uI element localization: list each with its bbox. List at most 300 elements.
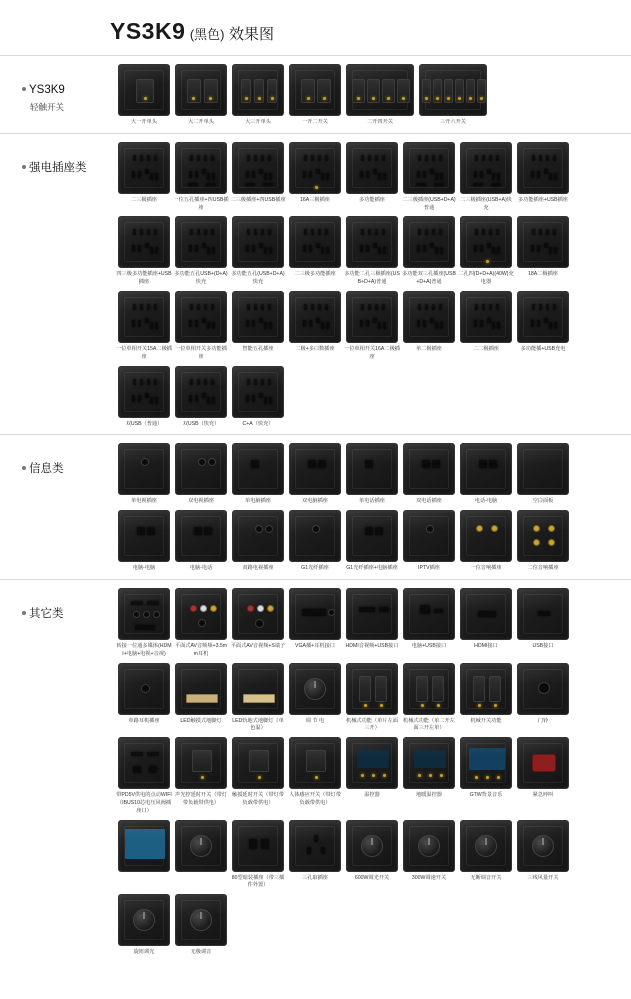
product-caption: 电脑-电脑	[132, 565, 156, 572]
product-faceplate	[460, 820, 512, 872]
product-item[interactable]	[232, 291, 284, 362]
product-faceplate	[175, 291, 227, 343]
product-caption: 地暖温控器	[416, 792, 442, 799]
product-faceplate	[118, 216, 170, 268]
product-faceplate	[517, 142, 569, 194]
plate-bezel	[409, 222, 449, 262]
section-others	[0, 579, 631, 963]
product-faceplate	[346, 64, 414, 116]
section-title: 其它类	[29, 607, 64, 620]
product-faceplate	[118, 510, 170, 562]
plate-bezel	[295, 297, 335, 337]
product-grid	[118, 142, 623, 429]
product-item[interactable]	[232, 216, 284, 287]
plate-bezel	[466, 222, 506, 262]
product-item[interactable]	[517, 443, 569, 506]
product-item[interactable]	[118, 443, 170, 506]
product-caption: 机械式功能（单片左面三开）	[346, 717, 398, 732]
product-caption: 双电话插座	[416, 498, 442, 505]
product-item[interactable]	[403, 216, 455, 287]
product-faceplate	[403, 443, 455, 495]
product-item[interactable]	[346, 663, 398, 734]
product-caption: 双USB（普通）	[125, 420, 163, 427]
product-item[interactable]	[419, 64, 487, 127]
plate-bezel	[181, 516, 221, 556]
product-faceplate	[232, 142, 284, 194]
product-faceplate	[232, 366, 284, 418]
product-caption: 单路耳机插座	[128, 717, 160, 724]
product-faceplate	[403, 737, 455, 789]
plate-bezel	[181, 372, 221, 412]
product-caption: 单电脑插座	[245, 498, 271, 505]
product-caption: 电话-电脑	[474, 498, 498, 505]
product-item[interactable]	[346, 64, 414, 127]
product-caption: 无断调音开关	[470, 874, 502, 881]
plate-bezel	[124, 222, 164, 262]
product-item[interactable]	[460, 588, 512, 659]
product-caption: 三开六开关	[440, 119, 466, 125]
product-caption: 双电视插座	[188, 498, 214, 505]
product-item[interactable]	[460, 443, 512, 506]
product-faceplate	[232, 443, 284, 495]
product-caption: 门铃	[537, 717, 549, 724]
plate-bezel	[124, 743, 164, 783]
page-title: YS3K9	[110, 18, 186, 44]
product-caption: G1光纤插座+电脑插座	[346, 565, 398, 572]
product-caption: 多功能插+USB充电	[520, 345, 566, 352]
product-faceplate	[460, 663, 512, 715]
product-faceplate	[460, 443, 512, 495]
product-item[interactable]	[118, 142, 170, 213]
product-item[interactable]	[517, 216, 569, 287]
product-item[interactable]	[289, 142, 341, 213]
plate-bezel	[238, 148, 278, 188]
product-faceplate	[118, 64, 170, 116]
plate-bezel	[409, 594, 449, 634]
product-faceplate	[460, 216, 512, 268]
product-item[interactable]	[175, 64, 227, 127]
product-caption: 大三开单头	[245, 119, 271, 125]
sections-root	[0, 56, 631, 963]
product-faceplate	[346, 510, 398, 562]
section-title: 强电插座类	[29, 161, 87, 174]
product-item[interactable]	[460, 820, 512, 891]
product-faceplate	[175, 510, 227, 562]
product-faceplate	[175, 894, 227, 946]
plate-bezel	[523, 222, 563, 262]
product-faceplate	[419, 64, 487, 116]
product-item[interactable]	[517, 291, 569, 362]
product-faceplate	[232, 820, 284, 872]
product-caption: 一位单相开关15A二极插座	[116, 345, 172, 360]
product-caption: GTW背景音乐	[469, 792, 503, 799]
product-faceplate	[232, 737, 284, 789]
product-faceplate	[289, 737, 341, 789]
product-item[interactable]	[346, 820, 398, 891]
product-faceplate	[289, 443, 341, 495]
product-grid	[118, 443, 623, 573]
product-item[interactable]	[517, 820, 569, 891]
product-faceplate	[175, 142, 227, 194]
product-faceplate	[517, 216, 569, 268]
product-item[interactable]	[346, 291, 398, 362]
product-caption: 双USB（快充）	[182, 420, 220, 427]
product-item[interactable]	[460, 663, 512, 734]
product-caption: 平面式AV音视频+S端子	[230, 642, 286, 649]
product-caption: 单电视插座	[131, 498, 157, 505]
product-item[interactable]	[232, 142, 284, 213]
product-caption: G1光纤插座	[301, 565, 329, 572]
plate-bezel	[466, 449, 506, 489]
product-caption: 四三极多功能插座+USB插座	[116, 271, 172, 286]
plate-bezel	[352, 449, 392, 489]
section-subtitle: 轻触开关	[30, 102, 65, 113]
product-item[interactable]	[118, 820, 170, 891]
product-item[interactable]	[232, 663, 284, 734]
plate-bezel	[238, 594, 278, 634]
section-label-info	[22, 461, 118, 478]
product-faceplate	[403, 510, 455, 562]
product-faceplate	[232, 216, 284, 268]
product-faceplate	[517, 588, 569, 640]
product-faceplate	[517, 510, 569, 562]
product-caption: 人体感应开关（带灯带负载带供电）	[289, 792, 341, 806]
plate-bezel	[238, 669, 278, 709]
bullet-icon	[22, 611, 26, 615]
product-item[interactable]	[289, 510, 341, 573]
product-caption: 机械开关功能	[470, 717, 502, 724]
product-caption: 调 节 电	[305, 717, 325, 724]
product-caption: 二二极插座	[473, 345, 499, 352]
product-faceplate	[175, 588, 227, 640]
product-caption: 一位单相开关16A二极插座	[344, 345, 400, 360]
product-faceplate	[517, 663, 569, 715]
product-item[interactable]	[403, 142, 455, 213]
plate-bezel	[238, 449, 278, 489]
page-title-color: (黑色)	[189, 27, 225, 42]
product-caption: 触摸延时开关（带灯带负载带供电）	[232, 792, 284, 806]
product-item[interactable]	[460, 291, 512, 362]
product-faceplate	[460, 142, 512, 194]
product-item[interactable]	[517, 142, 569, 213]
product-faceplate	[460, 588, 512, 640]
product-caption: 多功能二孔三极插座(USB+D+A)普通	[344, 271, 400, 286]
product-item[interactable]	[175, 366, 227, 429]
product-caption: LED轨地式地脚灯（单色温）	[232, 717, 284, 732]
product-caption: 16A三极插座	[300, 196, 330, 203]
plate-bezel	[352, 148, 392, 188]
product-faceplate	[346, 737, 398, 789]
product-item[interactable]	[517, 588, 569, 659]
product-caption: USB接口	[532, 642, 554, 649]
product-caption: 温控器	[364, 792, 380, 799]
plate-bezel	[295, 516, 335, 556]
product-faceplate	[403, 142, 455, 194]
product-caption: 电脑-电话	[189, 565, 213, 572]
product-caption: 二极+多口数插座	[295, 345, 335, 352]
product-caption: 机械式功能（单二开左面三开左单）	[403, 717, 455, 732]
section-title: 信息类	[29, 463, 64, 476]
plate-bezel	[124, 148, 164, 188]
plate-bezel	[523, 148, 563, 188]
section-label-others	[22, 606, 118, 623]
product-faceplate	[289, 663, 341, 715]
product-faceplate	[403, 291, 455, 343]
product-faceplate	[517, 820, 569, 872]
product-item[interactable]	[403, 588, 455, 659]
product-faceplate	[403, 588, 455, 640]
product-faceplate	[118, 366, 170, 418]
product-item[interactable]	[118, 291, 170, 362]
product-item[interactable]	[175, 510, 227, 573]
product-caption: HDMI接口	[474, 642, 498, 649]
product-item[interactable]	[289, 737, 341, 815]
product-caption: 二孔四(D+D+A)(40W)充电器	[458, 271, 514, 286]
product-caption: LED触摸式地脚灯	[180, 717, 222, 724]
product-faceplate	[118, 894, 170, 946]
product-item[interactable]	[118, 366, 170, 429]
product-faceplate	[118, 588, 170, 640]
plate-bezel	[181, 669, 221, 709]
plate-bezel	[238, 826, 278, 866]
product-caption: 300W调速开关	[411, 874, 447, 881]
product-item[interactable]	[232, 510, 284, 573]
product-caption: 多功能五孔(USB+D+A)快充	[231, 271, 285, 286]
product-faceplate	[403, 216, 455, 268]
plate-bezel	[523, 297, 563, 337]
product-item[interactable]	[460, 510, 512, 573]
product-item[interactable]	[118, 663, 170, 734]
plate-bezel	[295, 148, 335, 188]
product-caption: 单二极插座	[416, 345, 442, 352]
product-faceplate	[289, 64, 341, 116]
product-caption: 600W调光开关	[354, 874, 390, 881]
product-faceplate	[175, 820, 227, 872]
product-item[interactable]	[346, 216, 398, 287]
plate-bezel	[352, 594, 392, 634]
plate-bezel	[466, 297, 506, 337]
product-item[interactable]	[517, 663, 569, 734]
product-faceplate	[118, 443, 170, 495]
product-faceplate	[175, 443, 227, 495]
product-item[interactable]	[346, 588, 398, 659]
product-faceplate	[346, 216, 398, 268]
plate-bezel	[409, 449, 449, 489]
plate-bezel	[295, 449, 335, 489]
product-faceplate	[346, 142, 398, 194]
product-faceplate	[118, 142, 170, 194]
product-item[interactable]	[175, 216, 227, 287]
section-info	[0, 434, 631, 579]
product-faceplate	[118, 737, 170, 789]
plate-bezel	[181, 449, 221, 489]
product-item[interactable]	[289, 291, 341, 362]
product-faceplate	[289, 510, 341, 562]
product-caption: 转接一位通多媒体(HDMI+电脑+电视+音视)	[116, 642, 172, 657]
product-item[interactable]	[175, 894, 227, 957]
product-item[interactable]	[346, 737, 398, 815]
product-item[interactable]	[175, 820, 227, 891]
product-item[interactable]	[403, 291, 455, 362]
product-item[interactable]	[289, 588, 341, 659]
product-faceplate	[517, 737, 569, 789]
product-item[interactable]	[346, 443, 398, 506]
plate-bezel	[523, 449, 563, 489]
plate-bezel	[295, 222, 335, 262]
product-faceplate	[289, 820, 341, 872]
bullet-icon	[22, 87, 26, 91]
plate-bezel	[238, 516, 278, 556]
plate-bezel	[295, 826, 335, 866]
product-item[interactable]	[460, 216, 512, 287]
product-item[interactable]	[232, 366, 284, 429]
product-item[interactable]	[403, 443, 455, 506]
product-caption: 一位音响插座	[470, 565, 502, 572]
product-item[interactable]	[403, 663, 455, 734]
product-caption: 二位音响插座	[527, 565, 559, 572]
plate-bezel	[124, 372, 164, 412]
product-faceplate	[460, 291, 512, 343]
plate-bezel	[181, 297, 221, 337]
plate-bezel	[238, 372, 278, 412]
product-faceplate	[232, 588, 284, 640]
product-caption: 智能五孔插座	[242, 345, 274, 352]
product-grid	[118, 588, 623, 957]
product-item[interactable]	[175, 663, 227, 734]
product-faceplate	[118, 820, 170, 872]
product-faceplate	[289, 142, 341, 194]
product-faceplate	[175, 64, 227, 116]
bullet-icon	[22, 165, 26, 169]
product-caption: 大一开单头	[131, 119, 157, 125]
product-faceplate	[232, 510, 284, 562]
plate-bezel	[352, 516, 392, 556]
product-item[interactable]	[346, 142, 398, 213]
product-item[interactable]	[403, 820, 455, 891]
product-item[interactable]	[175, 588, 227, 659]
section-switches	[0, 56, 631, 133]
product-caption: 二三极插座(USB+D+A)普通	[402, 196, 456, 211]
product-faceplate	[403, 820, 455, 872]
product-caption: 二三极多功能插座	[294, 271, 336, 278]
product-caption: 电脑+USB接口	[411, 642, 447, 649]
product-item[interactable]	[118, 64, 170, 127]
product-caption: 大二开单头	[188, 119, 214, 125]
product-faceplate	[175, 216, 227, 268]
product-item[interactable]	[289, 820, 341, 891]
product-faceplate	[175, 366, 227, 418]
product-caption: 二三极插座	[131, 196, 157, 203]
product-caption: 紧急呼叫	[532, 792, 554, 799]
product-item[interactable]	[289, 64, 341, 127]
product-caption: 多功能双三孔插座(USB+D+A)普通	[402, 271, 456, 286]
product-item[interactable]	[517, 510, 569, 573]
product-faceplate	[289, 291, 341, 343]
product-faceplate	[517, 443, 569, 495]
product-item[interactable]	[403, 510, 455, 573]
plate-bezel	[466, 516, 506, 556]
product-faceplate	[403, 663, 455, 715]
product-caption: 二三极插座(USB+A)快充	[460, 196, 512, 211]
plate-bezel	[181, 148, 221, 188]
section-power-sockets	[0, 133, 631, 435]
product-faceplate	[346, 663, 398, 715]
product-faceplate	[175, 663, 227, 715]
product-item[interactable]	[289, 663, 341, 734]
product-item[interactable]	[175, 443, 227, 506]
plate-bezel	[352, 297, 392, 337]
product-item[interactable]	[517, 737, 569, 815]
product-item[interactable]	[403, 737, 455, 815]
product-item[interactable]	[175, 737, 227, 815]
product-faceplate	[118, 291, 170, 343]
product-item[interactable]	[232, 820, 284, 891]
product-caption: 平面式AV音频频+3.5mm耳机	[174, 642, 228, 657]
product-item[interactable]	[232, 737, 284, 815]
product-faceplate	[460, 510, 512, 562]
product-caption: HDMI音视频+USB接口	[345, 642, 399, 649]
plate-bezel	[409, 297, 449, 337]
product-faceplate	[232, 663, 284, 715]
plate-bezel	[409, 516, 449, 556]
product-faceplate	[517, 291, 569, 343]
section-label-switches	[22, 82, 118, 114]
product-caption: VGA插+耳机接口	[295, 642, 335, 649]
product-faceplate	[232, 291, 284, 343]
product-item[interactable]	[118, 737, 170, 815]
product-item[interactable]	[346, 510, 398, 573]
product-item[interactable]	[232, 64, 284, 127]
page-title-suffix: 效果图	[228, 26, 274, 43]
product-item[interactable]	[232, 588, 284, 659]
product-item[interactable]	[289, 443, 341, 506]
plate-bezel	[523, 516, 563, 556]
product-caption: 一位五孔插座+四USB插座	[173, 196, 229, 211]
product-item[interactable]	[118, 510, 170, 573]
product-faceplate	[346, 291, 398, 343]
product-item[interactable]	[460, 737, 512, 815]
product-caption: 多功能插座	[359, 196, 385, 203]
product-item[interactable]	[289, 216, 341, 287]
product-caption: 80型暗装插座（带三插件外置）	[231, 874, 285, 889]
plate-bezel	[124, 516, 164, 556]
product-caption: 空白面板	[532, 498, 554, 505]
product-caption: IPTV插座	[418, 565, 440, 572]
product-faceplate	[289, 216, 341, 268]
product-caption: 一开二开关	[302, 119, 328, 125]
product-item[interactable]	[175, 291, 227, 362]
product-item[interactable]	[232, 443, 284, 506]
product-caption: 二开四开关	[367, 119, 393, 125]
product-caption: 三孔取插座	[302, 874, 328, 881]
product-caption: 二三极插座+四USB插座	[230, 196, 286, 203]
product-faceplate	[232, 64, 284, 116]
product-item[interactable]	[460, 142, 512, 213]
product-item[interactable]	[118, 216, 170, 287]
page-header	[0, 0, 631, 56]
product-faceplate	[289, 588, 341, 640]
product-item[interactable]	[118, 894, 170, 957]
product-faceplate	[460, 737, 512, 789]
product-faceplate	[118, 663, 170, 715]
product-item[interactable]	[118, 588, 170, 659]
plate-bezel	[352, 222, 392, 262]
product-faceplate	[346, 820, 398, 872]
product-caption: 旋钮调光	[133, 949, 155, 956]
plate-bezel	[466, 148, 506, 188]
product-caption: 无极调音	[190, 949, 212, 956]
product-item[interactable]	[175, 142, 227, 213]
